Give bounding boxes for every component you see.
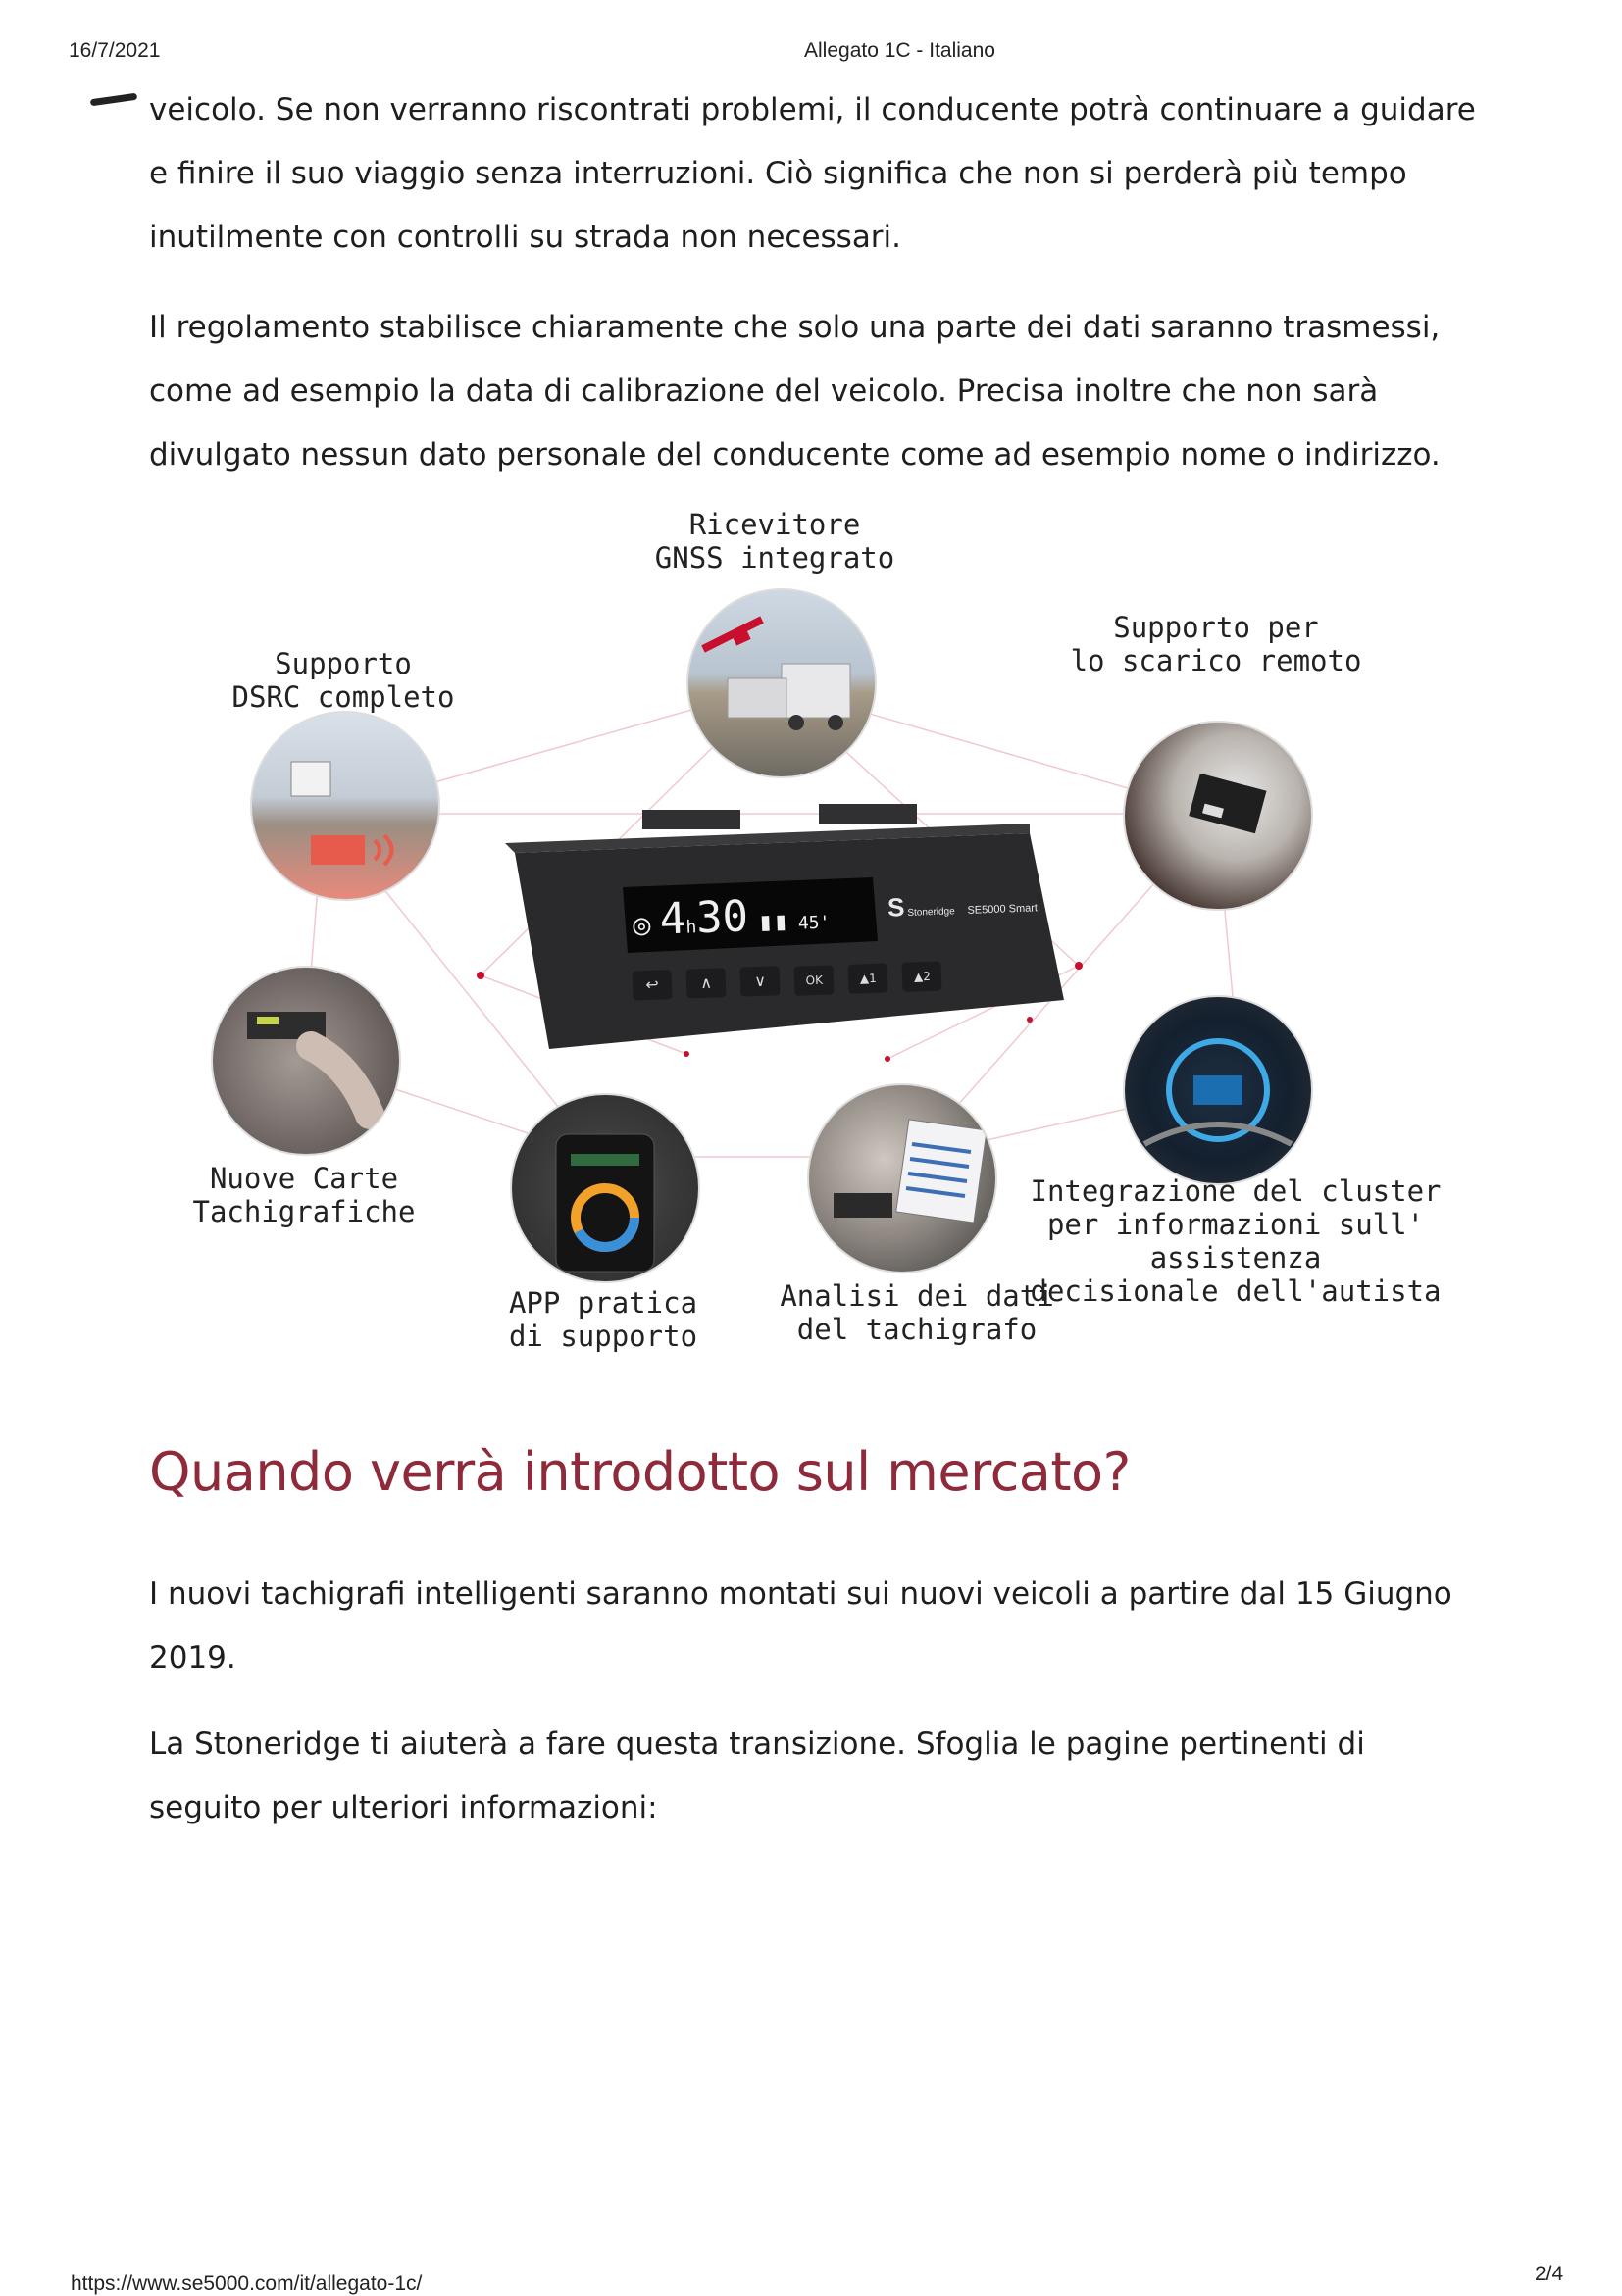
- paragraph-2: Il regolamento stabilisce chiaramente che solo una parte dei dati saranno trasmessi, come ad esempio la data di calibrazione del veicolo. Precisa inoltre che non sarà divulgato nessun dato personale del conducente come ad esempio nome o indirizzo.: [149, 310, 1441, 473]
- section-heading: Quando verrà introdotto sul mercato?: [149, 1441, 1131, 1503]
- clock-icon: ◎: [632, 907, 651, 943]
- label-remote-download: Supporto per lo scarico remoto: [1070, 611, 1362, 677]
- brand-logo: [887, 887, 1039, 923]
- label-analysis: Analisi dei dati del tachigrafo: [780, 1279, 1054, 1346]
- time-pause: 45': [797, 912, 831, 934]
- remote-download-photo: [1123, 721, 1313, 911]
- dashboard-cluster-icon: [1125, 997, 1311, 1183]
- print-title: Allegato 1C - Italiano: [804, 39, 995, 62]
- driver-1-button[interactable]: ▲1: [848, 963, 888, 993]
- gnss-photo: [686, 588, 877, 778]
- down-button[interactable]: ∨: [740, 966, 781, 996]
- brand-name: Stoneridge: [907, 906, 955, 919]
- label-gnss: Ricevitore GNSS integrato: [654, 508, 895, 574]
- pause-icon: ▮▮: [757, 906, 789, 938]
- paragraph-1: veicolo. Se non verranno riscontrati problemi, il conducente potrà continuare a guidare e finire il suo viaggio senza interruzioni. Ciò significa che non si perderà più tempo inutilmente con controlli su strada non necessari.: [149, 92, 1476, 255]
- time-hours: 4: [658, 893, 687, 945]
- footer-page: 2/4: [1535, 2263, 1564, 2285]
- model-name: SE5000 Smart: [967, 902, 1039, 917]
- cluster-photo: [1123, 995, 1313, 1185]
- ok-button[interactable]: OK: [794, 965, 835, 995]
- tachograph-device: [495, 804, 1064, 1049]
- driver-2-label: 2: [922, 969, 932, 984]
- label-dsrc: Supporto DSRC completo: [231, 647, 455, 714]
- dsrc-truck-icon: [252, 713, 438, 899]
- truck-satellite-icon: [688, 590, 875, 776]
- footer-url[interactable]: https://www.se5000.com/it/allegato-1c/: [71, 2272, 423, 2295]
- time-h: h: [685, 917, 697, 938]
- tacho-card-photo: [211, 966, 401, 1156]
- label-app: APP pratica di supporto: [508, 1286, 698, 1353]
- smartphone-app-icon: [512, 1095, 698, 1281]
- driver-2-button[interactable]: ▲2: [902, 962, 942, 992]
- laptop-analysis-icon: [809, 1085, 995, 1272]
- back-button[interactable]: ↩: [633, 970, 673, 1000]
- driver-1-label: 1: [868, 971, 878, 986]
- print-date: 16/7/2021: [69, 39, 161, 62]
- analysis-photo: [807, 1083, 997, 1273]
- paragraph-4: La Stoneridge ti aiuterà a fare questa transizione. Sfoglia le pagine pertinenti di seguito per ulteriori informazioni:: [149, 1726, 1365, 1825]
- dsrc-photo: [250, 711, 440, 901]
- download-device-icon: [1125, 723, 1311, 909]
- label-cards: Nuove Carte Tachigrafiche: [192, 1162, 416, 1228]
- display-time: [632, 889, 831, 946]
- time-minutes: 30: [695, 891, 749, 944]
- app-photo: [510, 1093, 700, 1283]
- label-cluster: Integrazione del cluster per informazioni sull' assistenza decisionale dell'autista: [1030, 1174, 1442, 1308]
- brand-s-icon: S: [887, 892, 905, 923]
- up-button[interactable]: ∧: [686, 968, 727, 998]
- card-slot-icon: [213, 968, 399, 1154]
- paragraph-3: I nuovi tachigrafi intelligenti saranno montati sui nuovi veicoli a partire dal 15 Giugno 2019.: [149, 1576, 1452, 1675]
